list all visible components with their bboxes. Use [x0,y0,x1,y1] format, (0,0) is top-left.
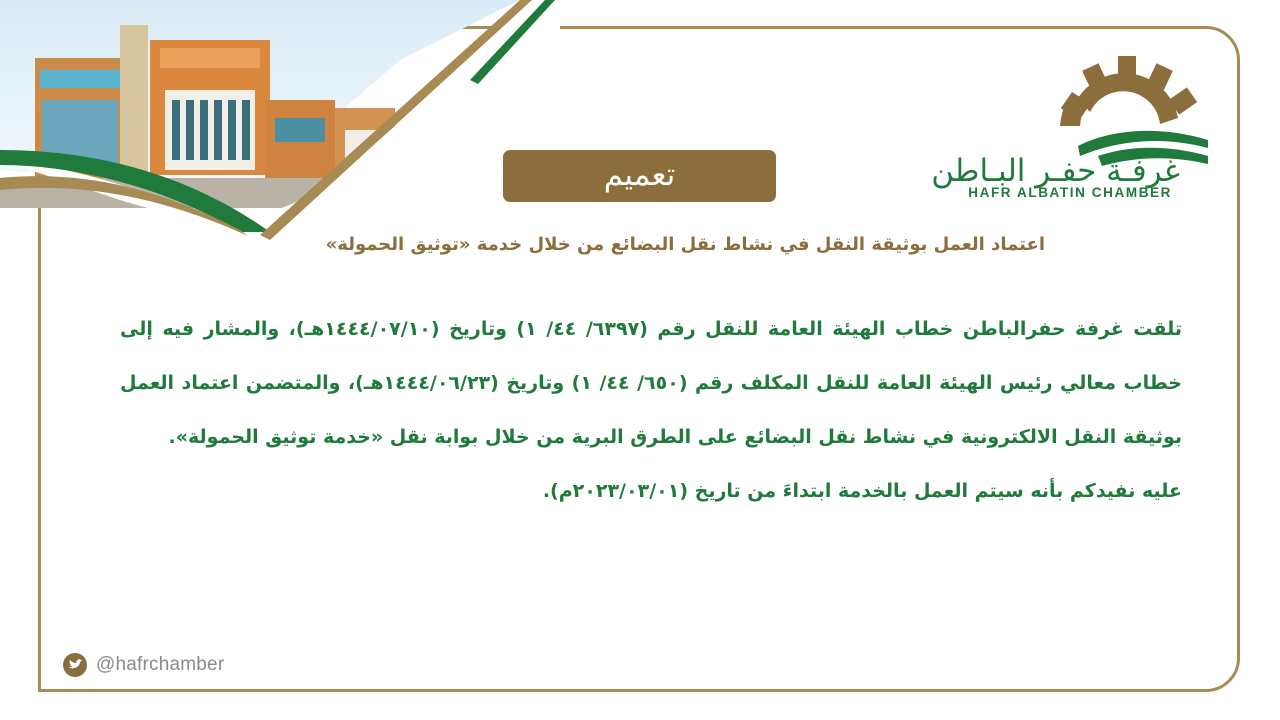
social-handle-row[interactable] [62,652,224,678]
circular-subtitle: اعتماد العمل بوثيقة النقل في نشاط نقل البضائع من خلال خدمة «توثيق الحمولة» [325,234,1045,255]
circular-badge: تعميم [503,150,776,202]
circular-body [120,302,1182,518]
twitter-icon [62,652,88,678]
social-handle-text: @hafrchamber [96,654,225,675]
logo-english-text: HAFR ALBATIN CHAMBER [968,185,1172,200]
body-paragraph: تلقت غرفة حفرالباطن خطاب الهيئة العامة للنقل رقم (٦٣٩٧/ ٤٤/ ١) وتاريخ (١٤٤٤/٠٧/١٠هـ)، والمشار فيه إلى خطاب معالي رئيس الهيئة العامة للنقل المكلف رقم (٦٥٠/ ٤٤/ ١) وتاريخ (١٤٤٤/٠٦/٢٣هـ)، والمتضمن اعتماد العمل بوثيقة النقل الالكترونية في نشاط نقل البضائع على الطرق البرية من خلال بوابة نقل «خدمة توثيق الحمولة». [120,318,1182,448]
body-paragraph: عليه نفيدكم بأنه سيتم العمل بالخدمة ابتداءَ من تاريخ (٢٠٢٣/٠٣/٠١م). [542,480,1182,502]
logo-arabic-text: غرفـة حفـر البـاطن [931,153,1180,189]
chamber-building-photo [0,0,560,250]
